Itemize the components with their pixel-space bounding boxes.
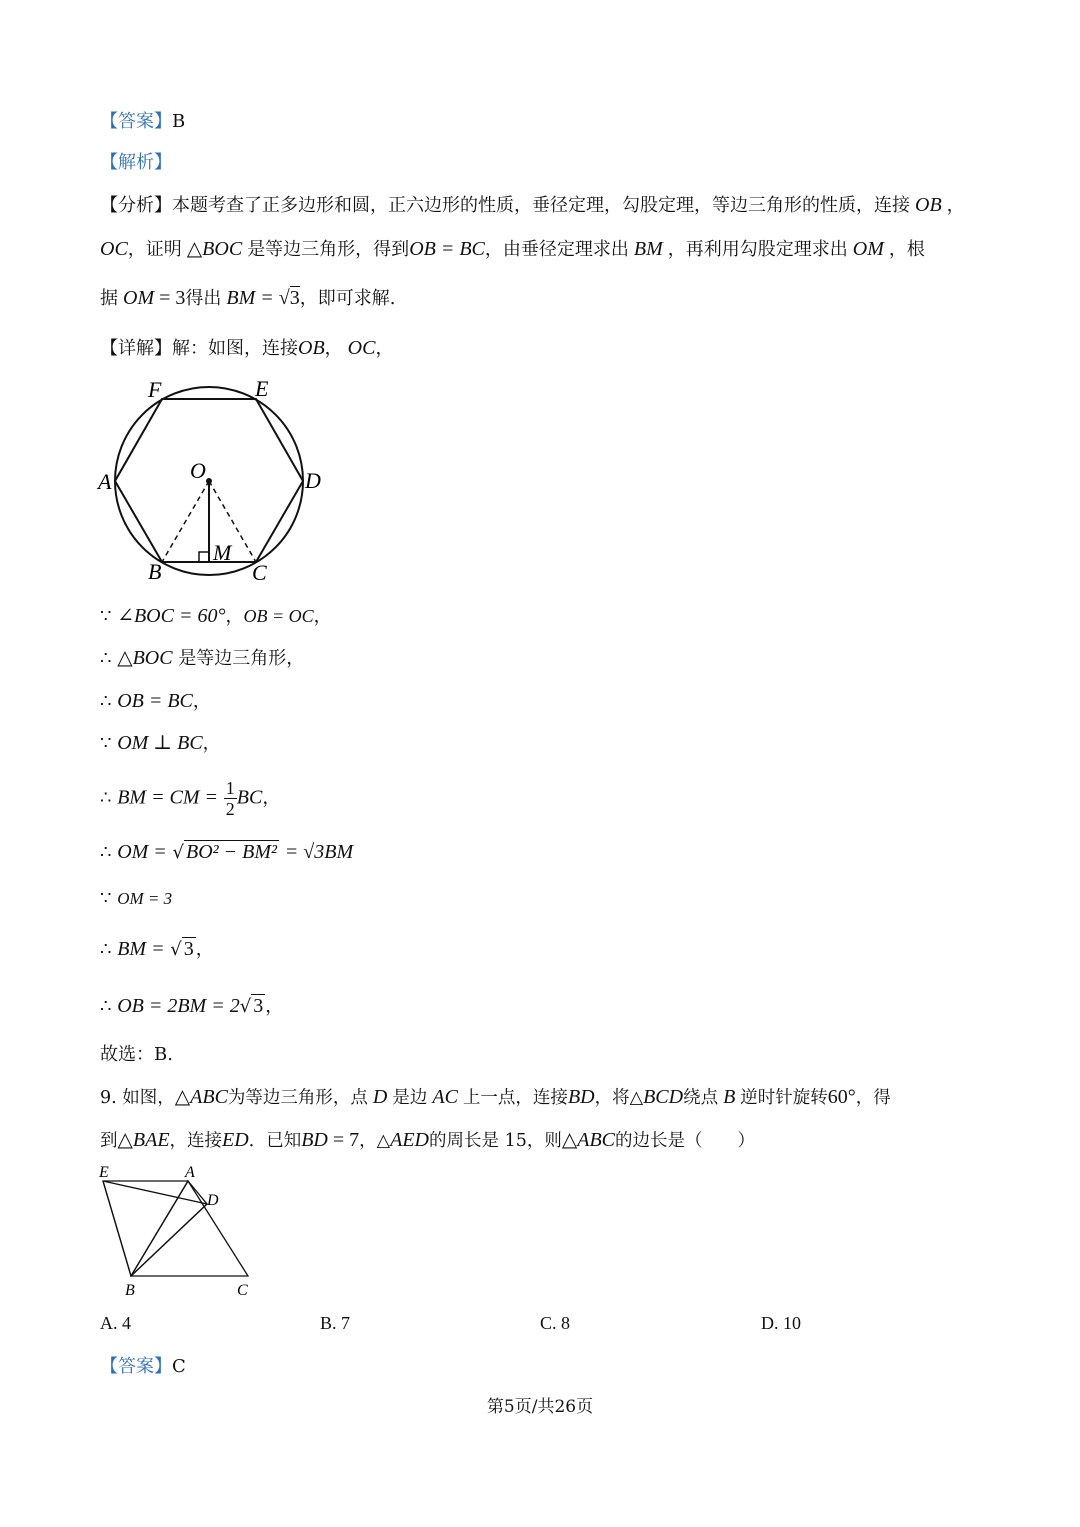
analysis-paragraph-line-2: OC，证明 △BOC 是等边三角形，得到OB = BC，由垂径定理求出 BM ，再利用勾股定理求出 OM ，根: [100, 238, 925, 260]
right-angle-mark: [199, 552, 209, 562]
step-9: ∴ OB = 2BM = 2√ 3 ，: [100, 995, 284, 1017]
fraction-half: $\frac{1}{2}$: [225, 778, 235, 819]
label-c2: C: [237, 1282, 248, 1299]
label-a2: A: [185, 1164, 195, 1181]
label-b: B: [148, 559, 162, 584]
answer-label: 【答案】: [100, 111, 172, 132]
step-4: ∵ OM ⊥ BC，: [100, 732, 221, 754]
answer-value: B: [172, 111, 186, 132]
label-f: F: [148, 377, 162, 402]
step-7: ∵ OM = 3: [100, 888, 173, 909]
label-e2: E: [99, 1164, 109, 1181]
detail-line: 【详解】解：如图，连接OB， OC，: [100, 337, 394, 359]
label-e: E: [255, 376, 269, 401]
label-a: A: [98, 469, 112, 494]
step-8: ∴ BM = √ 3 ，: [100, 938, 214, 960]
label-m: M: [213, 540, 232, 565]
answer-line-2: 【答案】C: [100, 1356, 186, 1377]
step-2: ∴ △BOC 是等边三角形，: [100, 647, 305, 669]
analysis-label: 【解析】: [100, 152, 172, 173]
segment-ob: [162, 481, 209, 562]
option-d[interactable]: D. 10: [761, 1313, 801, 1333]
segment-bd: [131, 1204, 207, 1276]
center-point: [206, 478, 212, 484]
conclusion: 故选：B.: [100, 1044, 173, 1065]
label-o: O: [190, 458, 206, 483]
label-d2: D: [207, 1192, 219, 1209]
label-c: C: [252, 560, 267, 585]
segment-ba: [131, 1181, 188, 1276]
step-1: ∵ ∠BOC = 60°，OB = OC，: [100, 605, 332, 627]
step-6: ∴ OM = √ BO² − BM² = √3BM: [100, 841, 354, 863]
rotation-figure: [95, 1160, 265, 1300]
label-b2: B: [125, 1282, 135, 1299]
answer-line: [100, 110, 185, 134]
triangle-abc: [131, 1181, 248, 1276]
page-footer: 第5页/共26页: [486, 1397, 594, 1417]
question-9-line-2: 到△BAE，连接ED．已知BD = 7，△AED的周长是 15，则△ABC的边长是（ ）: [100, 1129, 756, 1151]
segment-eb: [103, 1181, 131, 1276]
step-3: ∴ OB = BC，: [100, 690, 211, 712]
label-d: D: [305, 468, 321, 493]
quad-eadb: [103, 1181, 207, 1276]
question-9-line-1: 9. 如图，△ABC为等边三角形，点 D 是边 AC 上一点，连接BD，将△BCD绕点 B 逆时针旋转60°，得: [100, 1086, 891, 1108]
option-c[interactable]: C. 8: [540, 1313, 571, 1333]
analysis-paragraph-line-1: 【分析】本题考查了正多边形和圆，正六边形的性质，垂径定理，勾股定理，等边三角形的性质，连接 OB ，: [100, 194, 965, 216]
step-5: ∴ BM = CM = $\frac{1}{2}$ BC，: [100, 778, 281, 819]
hexagon-figure: [92, 372, 332, 587]
option-b[interactable]: B. 7: [320, 1313, 351, 1333]
analysis-paragraph-line-3: 据 OM = 3得出 BM = √3，即可求解.: [100, 287, 396, 309]
option-a[interactable]: A. 4: [100, 1313, 131, 1333]
